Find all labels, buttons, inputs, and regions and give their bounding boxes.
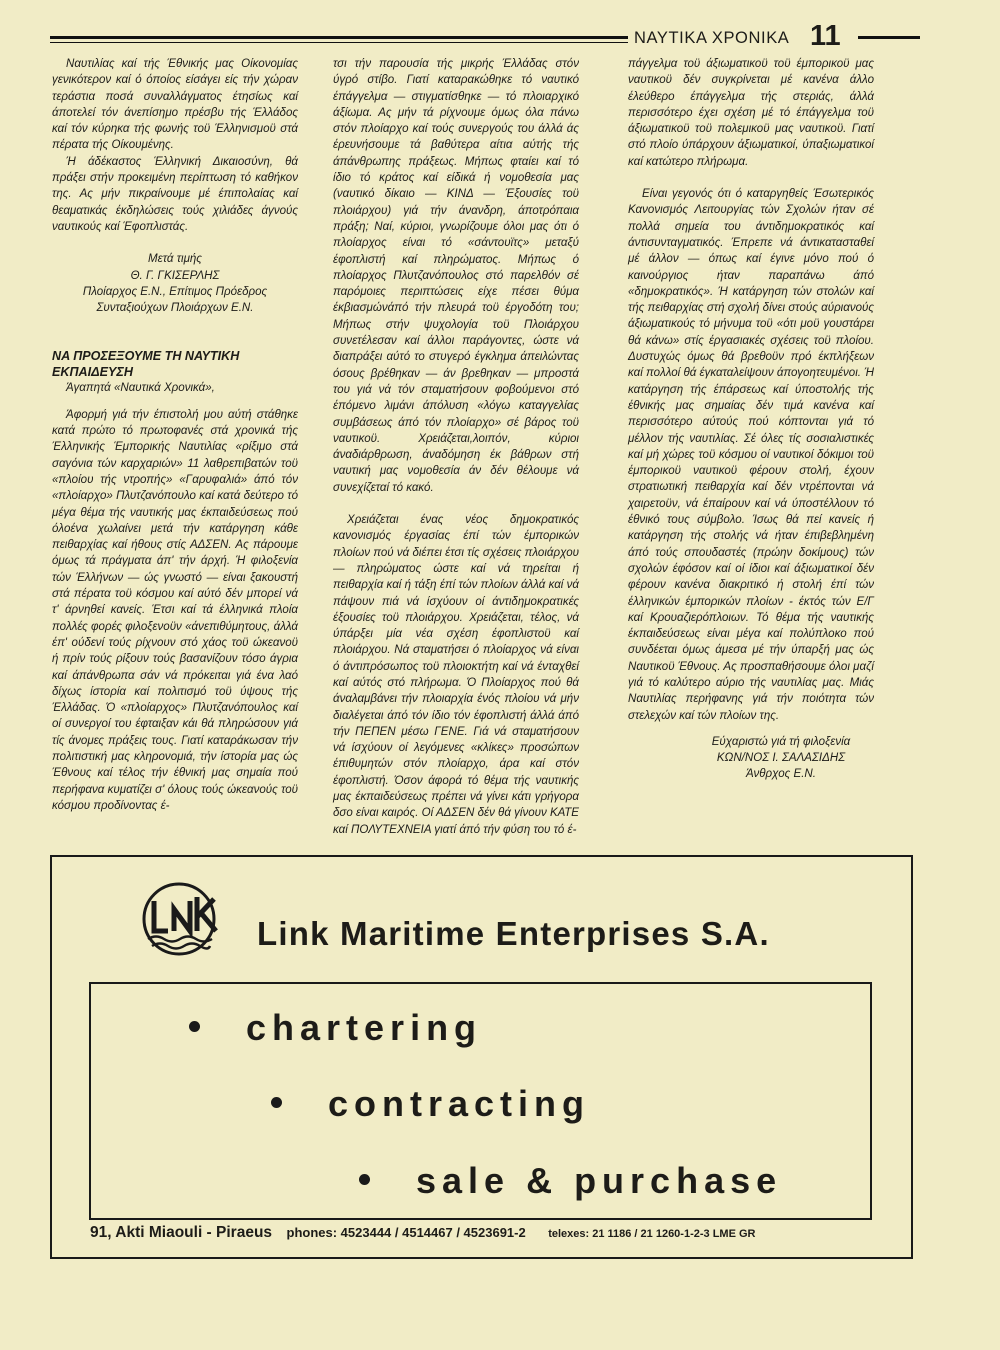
bullet-icon: [271, 1097, 282, 1108]
bullet-icon: [359, 1174, 370, 1185]
header-rule-right: [858, 36, 920, 39]
column-1: [52, 56, 298, 814]
paragraph: Άφορμή γιά τήν έπιστολή μου αύτή στάθηκε κατά πρώτο τό πρωτοφανές στά χρονικά τής Έλληνικής Έμπορικής Ναυτιλίας «ρίξιμο στά σαγόνια τών καρχαριών» 11 λαθρεπιβατών τοϋ «πλοίου τής ντροπής» «Γαρυφαλιά» άπό τόν «πλοίαρχο» Πλυτζανόπουλο καί κατά δεύτερο τό μέγα θέμα τής ναυτικής μας έκπαιδεύσεως πού όλοένα χωλαίνει μετά τήν κατάργηση κάθε πειθαρχίας καί ήθους στίς ΑΔΣΕΝ. Ας πάρουμε όμως τά πράγματα άπ' τήν άρχή. Ή φιλοξενία τών Έλλήνων — ώς γνωστό — είναι ξακουστή στά πέρατα τοϋ κόσμου καί αύτό δέν μπορεί νά τ' άρνηθεί κανείς. Έτσι καί τά έλληνικά πλοία πολλές φορές φιλοξενοϋν «άνεπιθύμητους, άλλά έπ' ούδενί τούς ρίχνουν στό χάος τοϋ ώκεανοϋ ή πρίν τούς ρίξουν τούς βασανίζουν τόσο άγρια καί άπάνθρωπα σάν νά πρόκειται γιά ένα λαό δίχως ίστορία καί πολιτισμό τοϋ ύψους τής Έλλάδας. Ό «πλοίαρχος» Πλυτζανόπουλος καί οί συνεργοί του έφταιξαν κάι θά πληρώσουν γιά τίς άνομες πράξεις τους. Γιατί καταράκωσαν τήν πολιτιστική μας κληρονομιά, τήν ίστορία μας ώς Έθνους καί τέλος τήν έθνική μας σημαία πού περήφανα κυματίζει σ' όλους τούς ώκεανούς τοϋ κόσμου προδίνοντας έ-: [52, 408, 298, 812]
paragraph: Είναι γεγονός ότι ό καταργηθείς Έσωτερικός Κανονισμός Λειτουργίας τών Σχολών ήταν σέ πολλά σημεία του άντιδημοκρατικός καί άντισυνταγματικός. Έπρεπε νά άντικατασταθεί μέ άλλον — όπως καί έγινε μόνο πού ό καινούργιος ήταν παραπάνω άπό «δημοκρατικός». Ή κατάργηση τών στολών καί τής πειθαρχίας στή σχολή δίνει στούς αύριανούς άξιωματικούς τό μήνυμα τοϋ «ότι μοϋ γουστάρει θά κάνω» στίς έργασιακές σχέσεις τοϋ πλοίου. Δυστυχώς όμως θά βρεθοϋν πρό έκπλήξεων καί πολλοί θά έγκαταλείψουν άπογοητευμένοι. Ή κατάργηση τής έπάρσεως καί ύποστολής τής έθνικής μας σημαίας δέν τιμά κανένα καί περισσότερο αύτούς πού κόπτονται γιά τό μέλλον τής ναυτιλίας. Σέ όλες τίς σοσιαλιστικές καί μή χώρες τοϋ κόσμου οί ναυτικοί δόκιμοι τοϋ έμπορικοϋ ναυτικοϋ φέρουν στολή, έχουν στρατιωτική πειθαρχία καί δέν ντρέπονται νά χαιρετοϋν, νά έπαίρουν καί νά ύποστέλλουν τό έθνικό τους σύμβολο. Ίσως θά πεί κανείς ή κατάργηση τής στολής νά ήταν έπιβεβλημένη άπό τούς σπουδαστές (πρώην δοκίμους) τών σχολών έφόσον καί οί ίδιοι καί άξιωματικοί δέν φέρουν κανένα διακριτικό ή στολή έπί τών έλληνικών έμπορικών πλοίων - έκτός τών Ε/Γ καί Κρουαζιερόπλοιων. Τό θέμα τής ναυτικής έκπαιδεύσεως είναι μέγα καί πολύπλοκο πού συνδέεται όμως άμεσα μέ τήν ύπαρξή μας ώς Ναυτικοϋ Έθνους. Ας προσπαθήσουμε όλοι μαζί γιά τό καλύτερο αύριο τής ναυτιλίας μας. Μιάς Ναυτιλίας περήφανης γιά τήν ποιότητα τών στελεχών καί τών πλοίων της.: [628, 188, 874, 722]
header-rule: [50, 36, 628, 39]
header-rule-thin: [50, 42, 628, 43]
signature-title: Άνθρχος Ε.Ν.: [746, 768, 816, 781]
salutation: Άγαπητά «Ναυτικά Χρονικά»,: [66, 382, 215, 395]
paragraph: τσι τήν παρουσία τής μικρής Έλλάδας στόν ύγρό στίβο. Γιατί καταρακώθηκε τό ναυτικό έπάγγελμα — στιγματίσθηκε — τό πλοιαρχικό άξίωμα. Ας μήν τά ρίχνουμε όμως όλα πάνω στόν πλοίαρχο καί τούς συνεργούς του άλλά άς έρευνήσουμε τά βαθύτερα αίτια αύτής τής άπάνθρωπης πράξεως. Μήπως φταίει καί τό ίδιο τό κράτος καί είδικά ή νομοθεσία μας (ναυτικό δίκαιο — ΚΙΝΔ — Έξουσίες τοϋ πλοιάρχου) γιά τήν άνανδρη, άποτρόπαια πράξη; Ναί, κύριοι, γνωρίζουμε όλοι μας ότι ό πλοίαρχος είναι τό «σάντουϊτς» μεταξύ έφοπλιστή καί πληρώματος. Μήπως ό πλοίαρχος Πλυτζανόπουλος στό παρελθόν σέ παρόμοιες περιπτώσεις είχε πέσει θύμα έκβιασμώνάπό τήν πλευρά τοϋ έργοδότη του; Μήπως στήν ψυχολογία τοϋ Πλοιάρχου συνετέλεσαν καί άλλοι παράγοντες, ώστε νά διαπράξει αύτό το στυγερό έγκλημα άπειλώντας όσους βρέθηκαν — άν βρεθηκαν — μπροστά του γιά νά τόν σταματήσουν φοβούμενοι στό έπόμενο λιμάνι άπόλυση «λόγω καταγγελίας συμβάσεως άπό τόν πλοίαρχο» σέ βάρος τοϋ ναυτικοϋ. Χρειάζεται,λοιπόν, κύριοι άναδιάρθρωση, άναδόμηση έκ βάθρων στή ναυτική μας νομοθεσία άν δέν θέλουμε νά συνεχίζεταί τό κακό.: [333, 58, 579, 494]
signature-name: ΚΩΝ/ΝΟΣ Ι. ΣΑΛΑΣΙΔΗΣ: [716, 752, 846, 765]
column-2: [333, 56, 579, 838]
paragraph: Ή άδέκαστος Έλληνική Δικαιοσύνη, θά πράξει στήν προκειμένη περίπτωση τό καθήκον της. Ας μήν πικραίνουμε μέ έπιπολαίας καί θεαματικάς έκδηλώσεις τούς χιλιάδες άγνούς ναυτικούς καί Έφοπλιστάς.: [52, 155, 298, 233]
company-name: Link Maritime Enterprises S.A.: [257, 915, 770, 952]
service-label: chartering: [246, 1007, 483, 1048]
signature-closing: Εύχαριστώ γιά τή φιλοξενία: [711, 735, 851, 748]
phones: phones: 4523444 / 4514467 / 4523691-2: [286, 1225, 526, 1240]
signature-closing: Μετά τιμής: [148, 253, 202, 266]
column-3: [628, 56, 874, 783]
telexes: telexes: 21 1186 / 21 1260-1-2-3 LME GR: [548, 1228, 756, 1240]
advertisement: [50, 855, 913, 1259]
service-item: [271, 1083, 590, 1125]
page-number: 11: [810, 20, 841, 52]
signature-name: Θ. Γ. ΓΚΙΣΕΡΛΗΣ: [130, 269, 220, 282]
paragraph: Ναυτιλίας καί τής Έθνικής μας Οίκονομίας γενικότερον καί ό όποίος είσάγει είς τήν χώραν τεράστια ποσά συναλλάγματος έτησίως καί άποτελεί τόν άνεπίσημο πρέσβυ τής Έλλάδος καί τόν κύρηκα τής φωνής τοϋ Έλληνισμοϋ στά πέρατα τής Οίκουμένης.: [52, 58, 298, 152]
contact-line: [90, 1224, 890, 1242]
paragraph: πάγγελμα τοϋ άξιωματικοϋ τοϋ έμπορικοϋ μας ναυτικοϋ δέν συγκρίνεται μέ κανένα άλλο έλεύθερο έπάγγελμα τής στεριάς, άλλά περισσότερο έχει σχέση μέ τό έπάγγελμα τοϋ άξιωματικοϋ τοϋ πολεμικοϋ μας ναυτικοϋ. Γιατί στό πλοίο ύπάρχουν άξιωματικοί, ύπαξιωματικοί καί κατώτερο πλήρωμα.: [628, 58, 874, 168]
services-box: [89, 982, 872, 1220]
address: 91, Akti Miaouli - Piraeus: [90, 1224, 273, 1241]
article-heading: ΝΑ ΠΡΟΣΕΞΟΥΜΕ ΤΗ ΝΑΥΤΙΚΗ ΕΚΠΑΙΔΕΥΣΗ: [52, 349, 240, 380]
service-item: [189, 1007, 482, 1049]
bullet-icon: [189, 1021, 200, 1032]
link-logo: [134, 879, 224, 959]
paragraph: Χρειάζεται ένας νέος δημοκρατικός κανονισμός έργασίας έπί τών έμπορικών πλοίων πού νά διέπει έτσι τίς σχέσεις πλοιάρχου — πληρώματος ώστε καί νά τηρείται ή πειθαρχία καί ή τάξη έπί τών πλοίων άλλά καί νά πάψουν πιά νά ίσχύουν οί άντιδημοκρατικές έξουσίες τοϋ πλοιάρχου. Χρειάζεται, τέλος, νά ύπάρξει μία νέα σχέση έφοπλιστοϋ καί πλοιάρχου. Νά σταματήσει ό πλοίαρχος νά είναι ό άντιπρόσωπος τοϋ πλοιοκτήτη καί νά ένταχθεί καί αύτός στό πλήρωμα. Ό Πλοίαρχος πού θά άναλαμβάνει τήν πλοιαρχία ένός πλοίου νά μήν διαλέγεται άπό τόν ίδιο τόν έφοπλιστή άλλά άπό τήν ΠΕΠΕΝ μέσω ΓΕΝΕ. Γιά νά σταματήσουν νά ίσχύουν οί λεγόμενες «κλίκες» προσώπων έπιθυμητών στόν πλοίαρχο, άρα καί στόν έφοπλιστή. Όσον άφορά τό θέμα τής ναυτικής μας έκπαιδεύσεως πρέπει νά γίνει κάτι γρήγορα δσο είναι καιρός. Οί ΑΔΣΕΝ δέν θά γίνουν ΚΑΤΕ καί ΠΟΛΥΤΕΧΝΕΙΑ γιατί άπό τήν φύση του τό έ-: [333, 514, 580, 836]
service-label: contracting: [328, 1083, 591, 1124]
service-label: sale & purchase: [416, 1160, 783, 1201]
magazine-title: ΝΑΥΤΙΚΑ ΧΡΟΝΙΚΑ: [634, 29, 790, 47]
service-item: [359, 1160, 782, 1202]
signature-title: Πλοίαρχος Ε.Ν., Επίτιμος Πρόεδρος Συνταξιούχων Πλοιάρχων Ε.Ν.: [82, 285, 268, 315]
